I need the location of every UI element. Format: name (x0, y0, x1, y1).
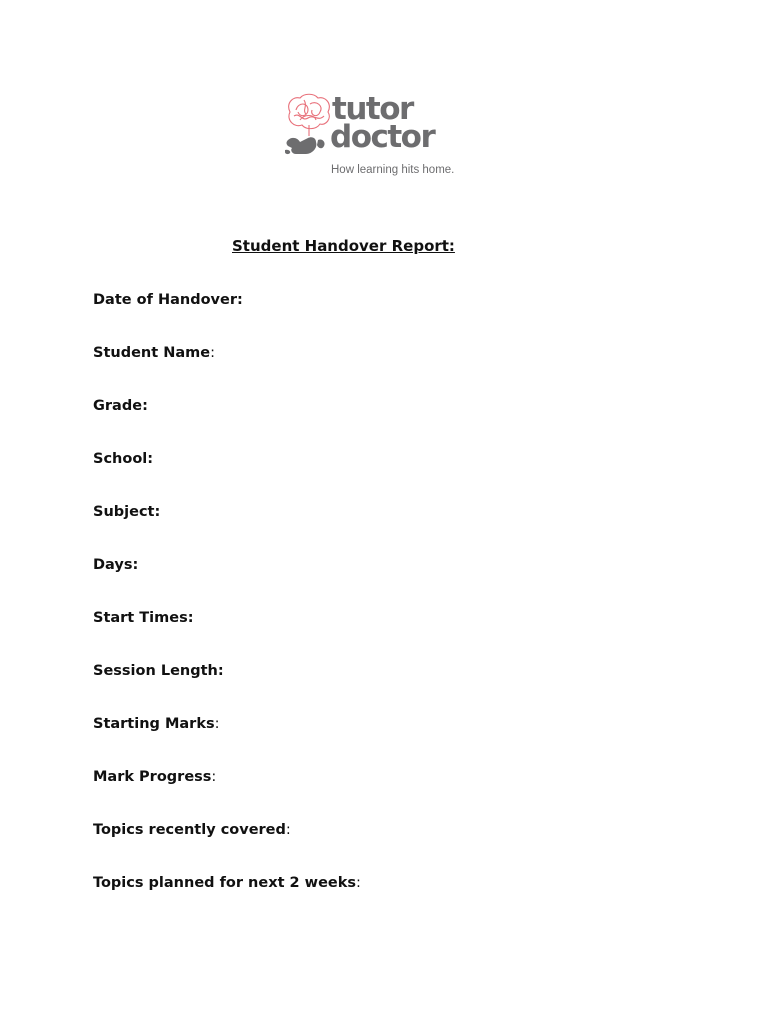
field-colon: : (142, 398, 148, 414)
report-field (93, 397, 361, 450)
report-field (93, 344, 361, 397)
logo-tagline: How learning hits home. (331, 164, 455, 176)
field-label: Starting Marks (93, 716, 215, 732)
field-colon: : (147, 451, 154, 467)
field-colon: : (132, 557, 139, 573)
field-colon: : (187, 610, 194, 626)
field-label: Grade (93, 398, 143, 414)
report-field (93, 768, 361, 821)
field-label: Mark Progress (93, 769, 212, 785)
report-field (93, 556, 361, 609)
field-colon: : (356, 875, 361, 891)
field-label: Date of Handover (93, 292, 237, 308)
field-label: Start Times (93, 610, 188, 626)
report-field (93, 715, 361, 768)
field-colon: : (210, 345, 215, 361)
field-colon: : (211, 769, 217, 785)
report-field (93, 662, 361, 715)
report-title: Student Handover Report: (232, 237, 455, 255)
field-label: Student Name (93, 345, 211, 361)
logo-word-doctor: doctor (330, 119, 435, 155)
report-field (93, 821, 361, 874)
field-label: Days (93, 557, 133, 573)
field-colon: : (285, 822, 291, 838)
field-label: Topics planned for next 2 weeks (93, 875, 357, 891)
field-colon: : (236, 292, 243, 308)
report-field (93, 874, 361, 927)
field-colon: : (217, 663, 224, 679)
report-field (93, 503, 361, 556)
field-label: Topics recently covered (93, 822, 286, 838)
report-field (93, 291, 361, 344)
report-field (93, 609, 361, 662)
field-colon: : (214, 716, 220, 732)
field-colon: : (154, 504, 161, 520)
field-label: Subject (93, 504, 155, 520)
report-field (93, 450, 361, 503)
field-label: Session Length (93, 663, 218, 679)
report-field-list (93, 291, 361, 927)
field-label: School (93, 451, 148, 467)
logo-word-tutor: tutor (332, 91, 413, 127)
tutor-doctor-logo (282, 92, 474, 184)
